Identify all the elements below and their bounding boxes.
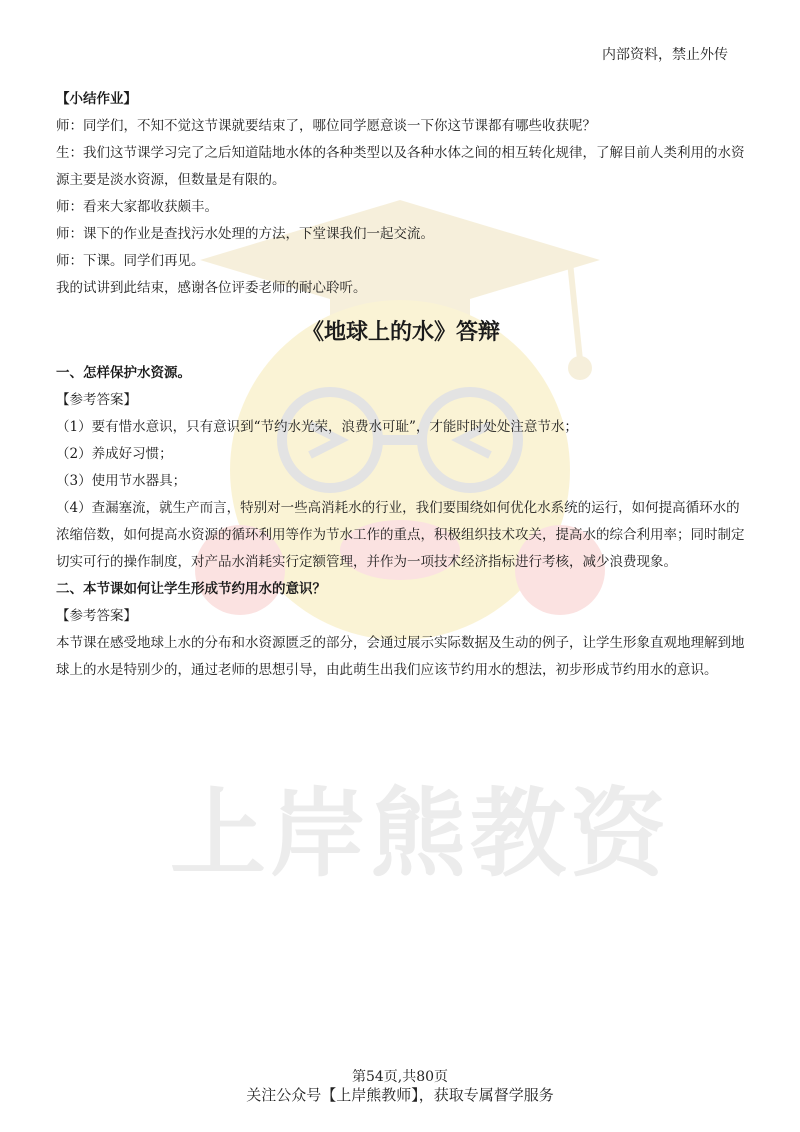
- page-number: 第54页,共80页: [351, 1069, 449, 1085]
- document-body: [56, 86, 746, 684]
- page-title: 《地球上的水》答辩: [301, 319, 500, 345]
- answer-item: （2）养成好习惯；: [56, 446, 173, 462]
- dialogue-line: 师：看来大家都收获颇丰。: [56, 199, 218, 215]
- answer-item: （4）查漏塞流，就生产而言，特别对一些高消耗水的行业，我们要围绕如何优化水系统的运行，如何提高循环水的浓缩倍数，如何提高水资源的循环利用等作为节水工作的重点，积极组织技术攻关，提高水的综合利用率；同时制定切实可行的操作制度，对产品水消耗实行定额管理，并作为一项技术经济指标进行考核，减少浪费现象。: [56, 500, 745, 570]
- dialogue-line: 生：我们这节课学习完了之后知道陆地水体的各种类型以及各种水体之间的相互转化规律，了解目前人类利用的水资源主要是淡水资源，但数量是有限的。: [56, 145, 745, 188]
- section-heading-summary: 【小结作业】: [56, 91, 137, 107]
- confidential-note: 内部资料，禁止外传: [602, 47, 728, 63]
- dialogue-line: 师：下课。同学们再见。: [56, 253, 205, 269]
- answer-item: （3）使用节水器具；: [56, 473, 187, 489]
- answer-label: 【参考答案】: [56, 608, 137, 624]
- answer-label: 【参考答案】: [56, 392, 137, 408]
- question-2: 二、本节课如何让学生形成节约用水的意识？: [56, 581, 326, 597]
- dialogue-line: 师：同学们，不知不觉这节课就要结束了，哪位同学愿意谈一下你这节课都有哪些收获呢？: [56, 118, 596, 134]
- question-1: 一、怎样保护水资源。: [56, 365, 191, 381]
- brand-watermark: 上岸熊教资: [170, 778, 670, 890]
- answer-item: （1）要有惜水意识，只有意识到“节约水光荣，浪费水可耻”，才能时时处处注意节水；: [56, 419, 578, 435]
- closing-line: 我的试讲到此结束，感谢各位评委老师的耐心聆听。: [56, 280, 367, 296]
- footer-promo: 关注公众号【上岸熊教师】，获取专属督学服务: [246, 1086, 554, 1104]
- dialogue-line: 师：课下的作业是查找污水处理的方法，下堂课我们一起交流。: [56, 226, 434, 242]
- answer-paragraph: 本节课在感受地球上水的分布和水资源匮乏的部分，会通过展示实际数据及生动的例子，让学生形象直观地理解到地球上的水是特别少的，通过老师的思想引导，由此萌生出我们应该节约用水的想法，初步形成节约用水的意识。: [56, 635, 745, 678]
